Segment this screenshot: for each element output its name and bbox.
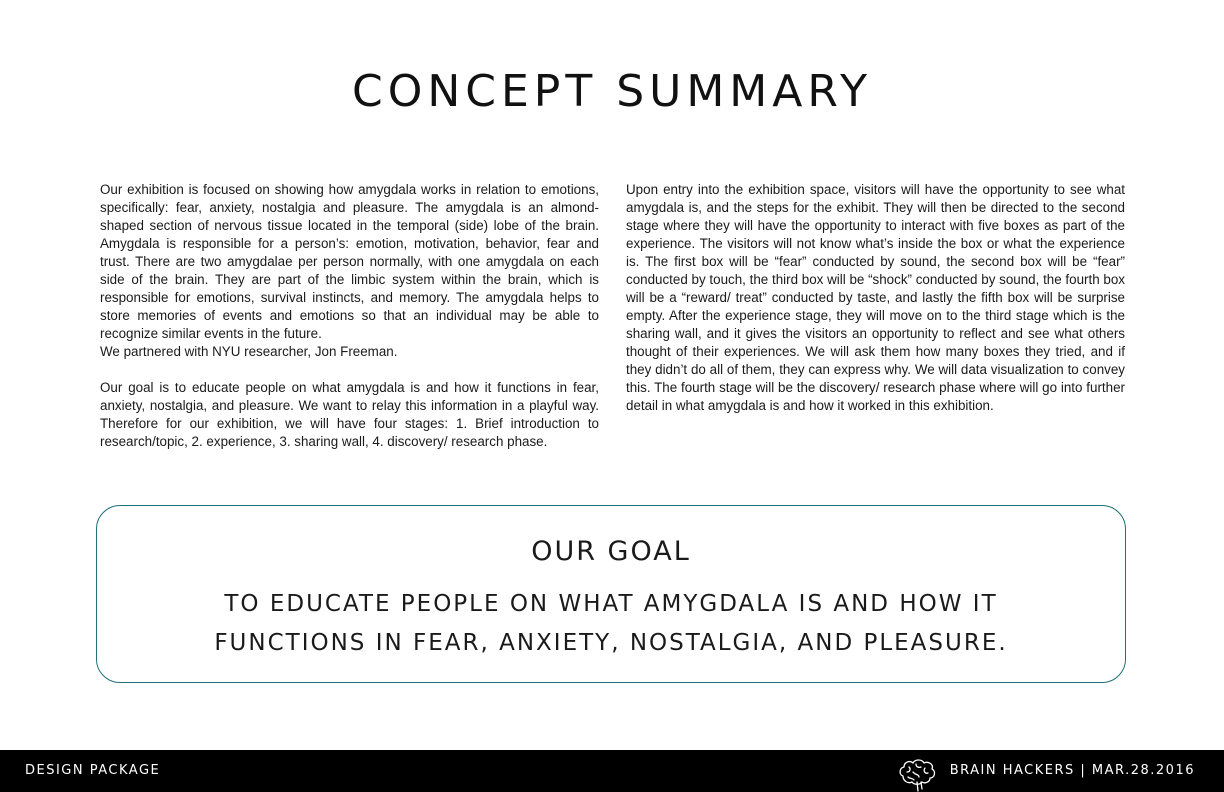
goal-paragraph: Our goal is to educate people on what amygdala is and how it functions in fear, anxiety, nostalgia, and pleasure. We want to relay this information in a playful way. Therefore for our exhibition, we will have four stages: 1. Brief introduction to research/topic, 2. experience, 3. sharing wall, 4. discovery/ research phase. [100,380,599,449]
experience-paragraph: Upon entry into the exhibition space, visitors will have the opportunity to see what amygdala is, and the steps for the exhibit. They will then be directed to the second stage where they will have the opportunity to interact with five boxes as part of the experience. The visitors will not know what’s inside the box or what the experience is. The first box will be “fear” conducted by sound, the second box will be “fear” conducted by touch, the third box will be “shock” conducted by sound, the fourth box will be a “reward/ treat” conducted by taste, and lastly the fifth box will be surprise empty. After the experience stage, they will move on to the third stage which is the sharing wall, and it gives the visitors an opportunity to reflect and see what others thought of their experiences. We will ask them how many boxes they tried, and if they didn’t do all of them, they can express why. We will data visualization to convey this. The fourth stage will be the discovery/ research phase where will go into further detail in what amygdala is and how it worked in this exhibition. [626,182,1125,413]
goal-callout-box [96,505,1126,683]
goal-statement-line-1: TO EDUCATE PEOPLE ON WHAT AMYGDALA IS AND HOW IT [224,591,998,617]
goal-statement-line-2: FUNCTIONS IN FEAR, ANXIETY, NOSTALGIA, AND PLEASURE. [214,630,1008,656]
footer-bar [0,750,1224,792]
intro-paragraph: Our exhibition is focused on showing how amygdala works in relation to emotions, specifically: fear, anxiety, nostalgia and pleasure. The amygdala is an almond-shaped section of nervous tissue located in the temporal (side) lobe of the brain. Amygdala is responsible for a person’s: emotion, motivation, behavior, fear and trust. There are two amygdalae per person normally, with one amygdala on each side of the brain. They are part of the limbic system within the brain, which is responsible for emotions, survival instincts, and memory. The amygdala helps to store memories of events and emotions so that an individual may be able to recognize similar events in the future. [100,182,599,341]
goal-statement [97,585,1125,663]
left-text-column [100,181,599,451]
footer-design-package-label: DESIGN PACKAGE [25,763,161,778]
brain-icon [897,758,937,792]
right-text-column [626,181,1125,415]
partner-paragraph: We partnered with NYU researcher, Jon Freeman. [100,344,398,359]
footer-brand-date-label: BRAIN HACKERS | MAR.28.2016 [949,763,1195,778]
goal-heading: OUR GOAL [531,536,691,567]
page-title: CONCEPT SUMMARY [352,66,872,117]
